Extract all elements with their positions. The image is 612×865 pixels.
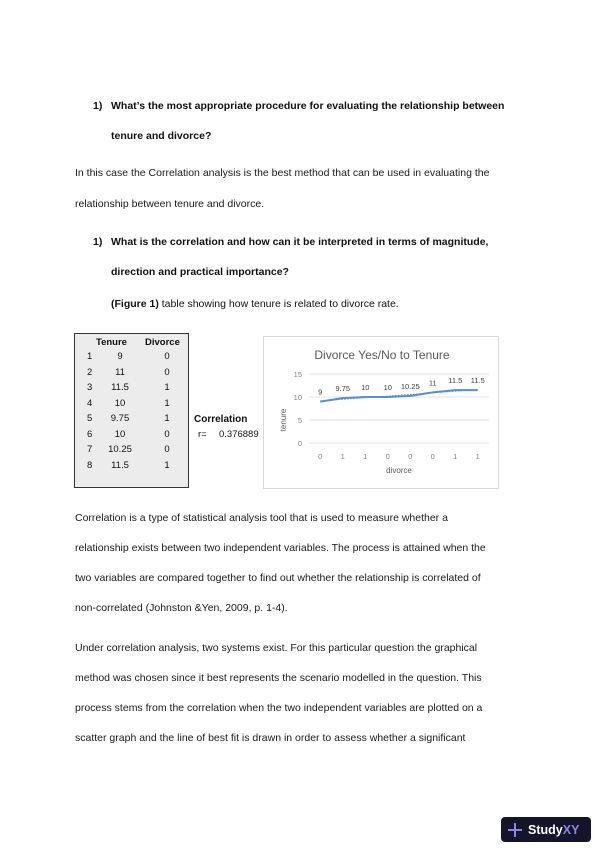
- question-2-number: 1): [93, 236, 103, 248]
- x-tick-label: 0: [318, 452, 323, 461]
- question-2-line-2: direction and practical importance?: [111, 266, 289, 278]
- x-tick-label: 1: [340, 452, 345, 461]
- table-header-tenure: Tenure: [96, 337, 127, 348]
- divorce-cell: 0: [164, 366, 170, 378]
- data-label: 10: [361, 383, 370, 392]
- y-tick-label: 10: [293, 393, 302, 402]
- table-row: [75, 444, 190, 457]
- figure-caption-text: table showing how tenure is related to divorce rate.: [158, 298, 399, 310]
- x-tick-label: 0: [408, 452, 413, 461]
- row-index: 3: [87, 382, 93, 393]
- question-1-line-2: tenure and divorce?: [111, 130, 212, 142]
- data-label: 11.5: [448, 376, 463, 386]
- chart-y-ticks: [294, 370, 302, 448]
- correlation-r-label: r=: [198, 429, 207, 440]
- question-1-number: 1): [93, 100, 103, 112]
- paragraph-1-line: non-correlated (Johnston &Yen, 2009, p. 1-4).: [75, 602, 288, 614]
- row-index: 2: [87, 366, 93, 378]
- paragraph-2-line: Under correlation analysis, two systems exist. For this particular question the graphical: [75, 642, 478, 654]
- divorce-cell: 0: [164, 351, 170, 362]
- chart-x-ticks: [318, 452, 480, 461]
- tenure-cell: 9.75: [110, 413, 130, 424]
- row-index: 7: [87, 444, 93, 455]
- paragraph-1-line: Correlation is a type of statistical analysis tool that is used to measure whether a: [75, 512, 448, 524]
- chart-x-axis-label: divorce: [386, 466, 412, 475]
- data-label: 9.75: [335, 384, 351, 394]
- line-chart: [263, 336, 499, 489]
- tenure-cell: 10.25: [108, 444, 132, 455]
- row-index: 6: [87, 428, 93, 440]
- chart-svg: [264, 337, 500, 490]
- question-1-line-1: What’s the most appropriate procedure for evaluating the relationship between: [111, 100, 505, 112]
- data-label: 11: [428, 378, 437, 388]
- answer-1-line-2: relationship between tenure and divorce.: [75, 198, 265, 210]
- tenure-cell: 11: [115, 366, 125, 378]
- row-index: 1: [87, 351, 93, 362]
- row-index: 8: [87, 459, 93, 471]
- y-tick-label: 0: [297, 439, 302, 448]
- chart-title: Divorce Yes/No to Tenure: [314, 348, 450, 362]
- paragraph-2-line: process stems from the correlation when the two independent variables are plotted on a: [75, 702, 483, 714]
- data-label: 9: [318, 387, 323, 397]
- correlation-r-value: 0.376889: [219, 429, 259, 440]
- studyxy-logo[interactable]: [501, 817, 591, 842]
- table-header-divorce: Divorce: [145, 337, 180, 348]
- data-label: 10.25: [400, 381, 420, 391]
- x-tick-label: 1: [475, 452, 480, 461]
- table-row: [75, 413, 190, 426]
- divorce-cell: 1: [164, 382, 170, 393]
- divorce-cell: 1: [164, 397, 170, 409]
- plus-icon: [508, 823, 522, 837]
- y-tick-label: 15: [293, 370, 302, 379]
- figure-caption: [111, 298, 399, 310]
- data-label: 10: [383, 383, 392, 392]
- row-index: 5: [87, 413, 93, 424]
- divorce-cell: 0: [164, 444, 170, 455]
- tenure-cell: 11.5: [111, 459, 129, 471]
- x-tick-label: 0: [385, 452, 390, 461]
- table-row: [75, 429, 190, 442]
- divorce-cell: 1: [164, 413, 170, 424]
- tenure-cell: 10: [114, 428, 126, 440]
- correlation-label: Correlation: [194, 414, 248, 425]
- question-2-line-1: What is the correlation and how can it be interpreted in terms of magnitude,: [111, 236, 489, 248]
- logo-accent-text: XY: [562, 822, 580, 837]
- x-tick-label: 1: [363, 452, 368, 461]
- divorce-cell: 1: [164, 459, 170, 471]
- figure-label: (Figure 1): [111, 298, 159, 310]
- tenure-cell: 9: [117, 351, 123, 362]
- chart-y-axis-label: tenure: [279, 408, 288, 432]
- chart-data-labels: [318, 376, 485, 397]
- tenure-cell: 11.5: [111, 382, 129, 393]
- paragraph-1-line: relationship exists between two independent variables. The process is attained when the: [75, 542, 486, 554]
- paragraph-2-line: scatter graph and the line of best fit is drawn in order to assess whether a significant: [75, 732, 466, 744]
- table-row: [75, 351, 190, 364]
- table-row: [75, 367, 190, 380]
- row-index: 4: [87, 397, 93, 409]
- divorce-cell: 0: [164, 428, 170, 440]
- logo-text: Study: [528, 822, 563, 837]
- table-row: [75, 398, 190, 411]
- y-tick-label: 5: [297, 416, 302, 425]
- table-row: [75, 382, 190, 395]
- x-tick-label: 1: [453, 452, 458, 461]
- data-label: 11.5: [470, 376, 485, 386]
- paragraph-1-line: two variables are compared together to find out whether the relationship is correlated of: [75, 572, 481, 584]
- x-tick-label: 0: [430, 452, 435, 461]
- answer-1-line-1: In this case the Correlation analysis is the best method that can be used in evaluating the: [75, 167, 490, 179]
- data-table: [74, 333, 189, 488]
- paragraph-2-line: method was chosen since it best represents the scenario modelled in the question. This: [75, 672, 482, 684]
- table-row: [75, 460, 190, 473]
- tenure-cell: 10: [114, 397, 126, 409]
